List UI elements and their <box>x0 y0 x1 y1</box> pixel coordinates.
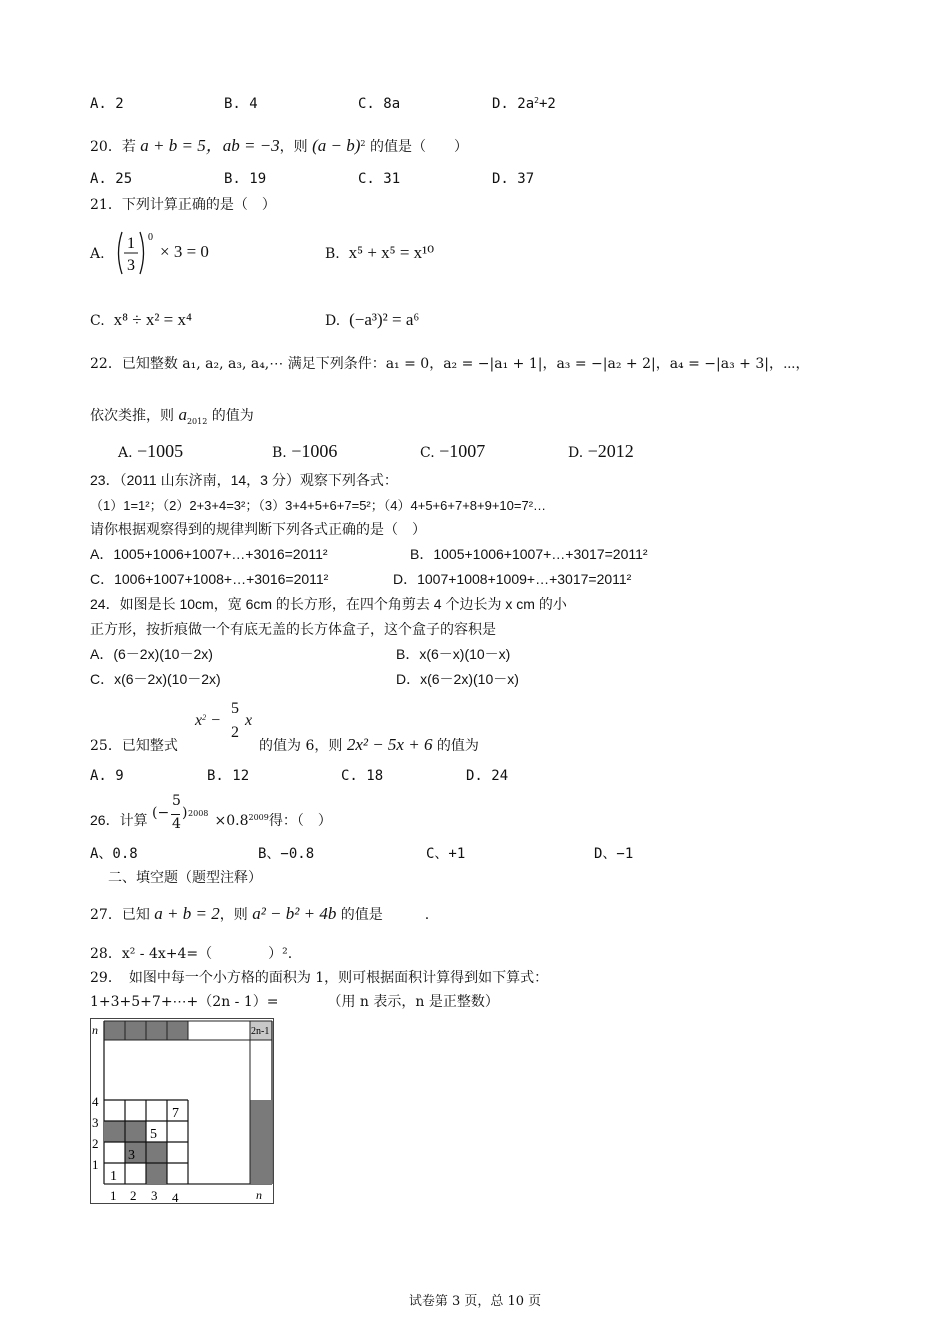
q26-option-d: D、−1 <box>594 846 634 862</box>
q21-fraction-denominator: 3 <box>127 257 135 274</box>
question-25-rest: 的值为 6，则 2x² − 5x + 6 的值为 <box>259 735 479 754</box>
q29-grid-figure <box>90 1018 274 1204</box>
question-29: 29． 如图中每一个小方格的面积为 1，则可根据面积计算得到如下算式： <box>90 970 549 986</box>
q21-fraction-numerator: 1 <box>127 235 135 252</box>
q26-option-a: A、0.8 <box>90 846 138 862</box>
q23-option-a: A．1005+1006+1007+…+3016=2011² <box>90 546 328 562</box>
question-23: 23．（2011 山东济南，14，3 分）观察下列各式： <box>90 472 398 488</box>
question-20: 20．若 a + b = 5，ab = −3，则 $(a - b)^2$ 的值是（ ） <box>90 136 468 155</box>
q19-option-d: D. $2a^2+2$ <box>492 96 556 112</box>
q21-option-b: B. x⁵ + x⁵ = x¹⁰ <box>325 243 435 262</box>
q25-option-c: C. 18 <box>341 768 384 784</box>
svg-text:0: 0 <box>148 232 153 243</box>
fig-y-label: 4 <box>92 1094 99 1109</box>
q26-option-c: C、+1 <box>426 846 466 862</box>
q22-option-b: B. −1006 <box>272 441 338 461</box>
fig-cell-label: 7 <box>172 1106 179 1121</box>
q23-option-b: B．1005+1006+1007+…+3017=2011² <box>410 546 648 562</box>
question-27: 27．已知 a + b = 2，则 a² − b² + 4b 的值是 . <box>90 904 430 923</box>
q24-option-d: D．x(6－2x)(10－x) <box>396 671 519 687</box>
fig-label-top-left: n <box>92 1023 98 1037</box>
question-26: 26．计算 (− 5 4 ) 2008 $\times 0.8^{2009}$得：（ ） <box>90 793 332 832</box>
q23-option-c: C．1006+1007+1008+…+3016=2011² <box>90 571 329 587</box>
fig-x-label: 4 <box>172 1190 179 1204</box>
fig-cell-label: 5 <box>150 1127 157 1142</box>
q20-option-c: C. 31 <box>358 171 401 187</box>
page-footer: 试卷第 3 页，总 10 页 <box>408 1294 542 1309</box>
q22-option-d: D. −2012 <box>568 441 634 461</box>
fig-cell-label: 1 <box>110 1169 117 1184</box>
q19-option-a: A. 2 <box>90 96 124 112</box>
q23-line2: （1）1=1²；（2）2+3+4=3²；（3）3+4+5+6+7=5²；（4）4+5+6+7+8+9+10=7²… <box>90 498 547 513</box>
q29-line2: 1+3+5+7+⋯+（2n - 1）= （用 n 表示，n 是正整数） <box>90 994 499 1010</box>
fig-x-label: 3 <box>151 1188 158 1203</box>
q23-line3: 请你根据观察得到的规律判断下列各式正确的是（ ） <box>90 521 426 537</box>
q20-option-b: B. 19 <box>224 171 267 187</box>
q25-expression: $x^2$ − 5 2 x <box>195 700 253 741</box>
fig-x-label: 1 <box>110 1188 117 1203</box>
q22-option-a: A. −1005 <box>118 441 184 461</box>
fig-label-bottom-right: n <box>256 1188 262 1202</box>
q19-option-b: B. 4 <box>224 96 258 112</box>
fig-cell-label: 3 <box>128 1148 135 1163</box>
q23-option-d: D．1007+1008+1009+…+3017=2011² <box>393 571 632 587</box>
q25-option-a: A. 9 <box>90 768 124 784</box>
q19-option-c: C. 8a <box>358 96 401 112</box>
section-fill-in-title: 二、填空题（题型注释） <box>108 870 262 886</box>
question-22: 22．已知整数 a₁, a₂, a₃, a₄,⋯ 满足下列条件：a₁ = 0，a₂ = −|a₁ + 1|，a₃ = −|a₂ + 2|，a₄ = −|a₃ + 3|，⋯， <box>90 356 810 372</box>
q24-line2: 正方形，按折痕做一个有底无盖的长方体盒子，这个盒子的容积是 <box>90 621 496 637</box>
q25-option-b: B. 12 <box>207 768 250 784</box>
fig-label-top-right: 2n-1 <box>251 1026 270 1037</box>
q21-option-c: C. x⁸ ÷ x² = x⁴ <box>90 310 192 329</box>
q24-option-a: A．(6－2x)(10－2x) <box>90 646 213 662</box>
q25-option-d: D. 24 <box>466 768 509 784</box>
q26-option-b: B、−0.8 <box>258 846 315 862</box>
q22-line2: 依次类推，则 $a_{2012}$ 的值为 <box>90 405 254 426</box>
question-28: 28．x² - 4x+4=（ ）². <box>90 946 293 962</box>
fig-y-label: 2 <box>92 1136 99 1151</box>
fig-y-label: 1 <box>92 1157 99 1172</box>
q22-option-c: C. −1007 <box>420 441 486 461</box>
q21-option-d: D. (−a³)² = a⁶ <box>325 310 420 329</box>
q24-option-b: B．x(6－x)(10－x) <box>396 646 511 662</box>
question-21: 21．下列计算正确的是（ ） <box>90 197 276 213</box>
question-25-prefix: 25．已知整式 <box>90 738 178 754</box>
q20-option-d: D. 37 <box>492 171 535 187</box>
fig-y-label: 3 <box>92 1115 99 1130</box>
q20-option-a: A. 25 <box>90 171 133 187</box>
fig-x-label: 2 <box>130 1188 137 1203</box>
question-24: 24．如图是长 10cm，宽 6cm 的长方形，在四个角剪去 4 个边长为 x cm 的小 <box>90 596 567 612</box>
q24-option-c: C．x(6－2x)(10－2x) <box>90 671 221 687</box>
